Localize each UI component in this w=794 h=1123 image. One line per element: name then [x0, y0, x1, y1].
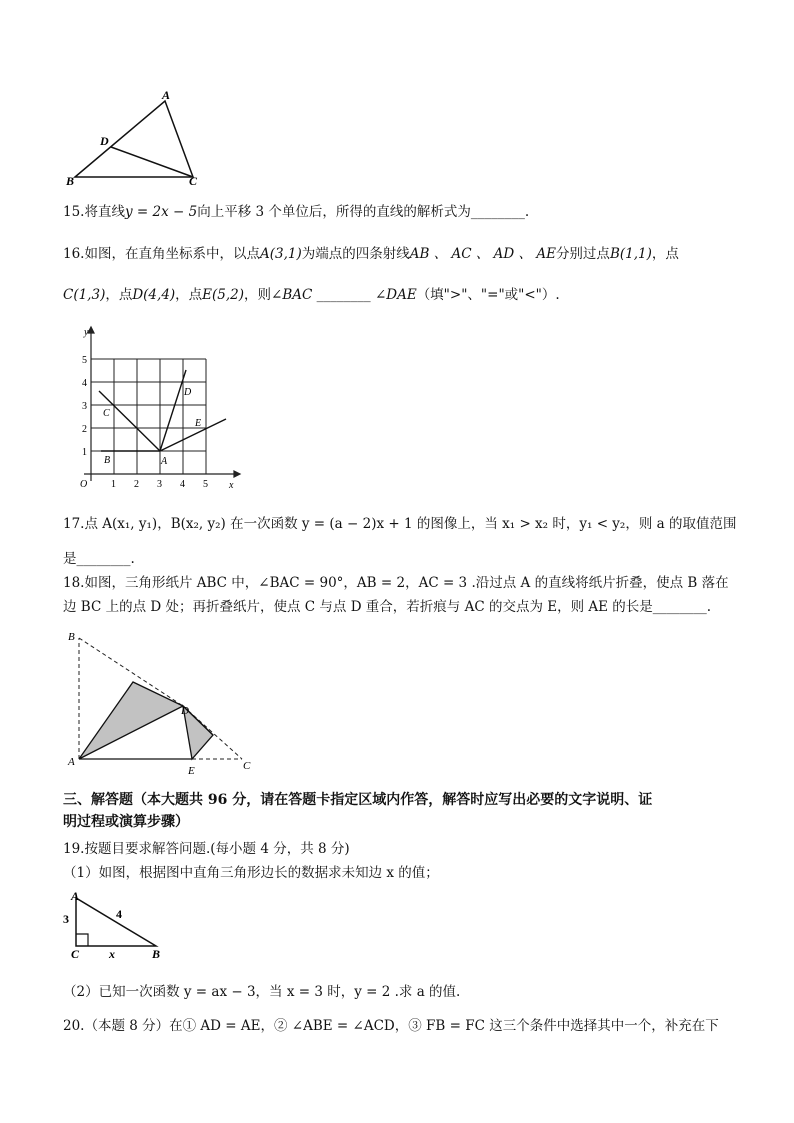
- origin-label: O: [80, 479, 88, 490]
- q16-point-e: E(5,2): [202, 287, 245, 303]
- x-tick-5: 5: [203, 479, 208, 490]
- question-20-line-1: 20.（本题 8 分）在① AD = AE，② ∠ABE = ∠ACD，③ FB = FC 这三个条件中选择其中一个，补充在下: [63, 1018, 719, 1034]
- q16-angle-bac: ∠BAC: [271, 287, 313, 303]
- y-tick-4: 4: [82, 378, 87, 389]
- segment-dc: [111, 147, 193, 177]
- y-tick-5: 5: [82, 355, 87, 366]
- label-side-3: 3: [63, 912, 69, 926]
- x-tick-1: 1: [111, 479, 116, 490]
- q16-text-2d: （填">"、"="或"<"）.: [416, 287, 560, 303]
- label-e: E: [188, 765, 195, 777]
- q16-point-d: D(4,4): [132, 287, 176, 303]
- triangle-abc: [75, 101, 193, 177]
- figure-folded-triangle: [66, 628, 266, 778]
- y-axis-arrow: [88, 327, 94, 333]
- question-17-line-1: 17.点 A(x₁, y₁)，B(x₂, y₂) 在一次函数 y = (a − 2)x + 1 的图像上，当 x₁ > x₂ 时，y₁ < y₂，则 a 的取值范围: [63, 516, 737, 532]
- label-side-4: 4: [116, 907, 122, 921]
- q15-number: 15.: [63, 204, 85, 220]
- q15-text-post: 向上平移 3 个单位后，所得的直线的解析式为________.: [197, 204, 530, 220]
- label-b: B: [152, 947, 161, 961]
- x-tick-3: 3: [157, 479, 162, 490]
- q16-text-2a: ，点: [105, 287, 133, 303]
- q16-answer-blank: ________: [312, 287, 375, 303]
- q16-text-1d: ，点: [651, 246, 679, 262]
- x-axis-arrow: [234, 471, 240, 477]
- label-a: A: [162, 88, 171, 102]
- figure-coordinate-grid: [74, 325, 244, 495]
- q16-text-2c: ，则: [244, 287, 272, 303]
- question-15: [63, 203, 529, 221]
- question-16-line-1: [63, 245, 679, 263]
- section-3-heading-line-2: 明过程或演算步骤）: [63, 814, 189, 830]
- label-b: B: [66, 174, 75, 188]
- label-a: A: [71, 889, 80, 903]
- question-19-part-1: （1）如图，根据图中直角三角形边长的数据求未知边 x 的值；: [63, 865, 439, 881]
- q16-angle-dae: ∠DAE: [374, 287, 417, 303]
- y-tick-1: 1: [82, 447, 87, 458]
- q16-rays: AB 、 AC 、 AD 、 AE: [409, 246, 556, 262]
- q15-text-pre: 将直线: [84, 204, 125, 220]
- label-d: D: [181, 705, 189, 717]
- q15-expression: y = 2x − 5: [124, 204, 198, 220]
- q16-point-b: B(1,1): [609, 246, 652, 262]
- right-angle-mark: [76, 934, 88, 946]
- q16-point-a: A(3,1): [259, 246, 302, 262]
- question-18-line-2: 边 BC 上的点 D 处；再折叠纸片，使点 C 与点 D 重合，若折痕与 AC 的交点为 E，则 AE 的长是________.: [63, 599, 712, 615]
- q16-text-1a: 16.如图，在直角坐标系中，以点: [63, 246, 260, 262]
- point-label-e: E: [195, 418, 202, 429]
- label-c: C: [189, 174, 198, 188]
- point-label-a: A: [161, 456, 168, 467]
- section-3-heading-line-1: 三、解答题（本大题共 96 分，请在答题卡指定区域内作答，解答时应写出必要的文字说明、证: [63, 792, 653, 808]
- q16-point-c: C(1,3): [63, 287, 106, 303]
- y-tick-3: 3: [82, 401, 87, 412]
- label-a: A: [68, 756, 75, 768]
- point-label-d: D: [184, 387, 192, 398]
- label-b: B: [68, 631, 75, 643]
- point-label-b: B: [104, 455, 111, 466]
- point-label-c: C: [103, 408, 110, 419]
- question-19-part-2: （2）已知一次函数 y = ax − 3，当 x = 3 时，y = 2 .求 a 的值.: [63, 984, 461, 1000]
- q16-text-1b: 为端点的四条射线: [301, 246, 410, 262]
- figure-triangle-abc-d: [60, 88, 220, 188]
- x-axis-label: x: [229, 480, 234, 491]
- figure-right-triangle: [60, 888, 180, 963]
- question-18-line-1: 18.如图，三角形纸片 ABC 中，∠BAC = 90°，AB = 2，AC = 3 .沿过点 A 的直线将纸片折叠，使点 B 落在: [63, 575, 729, 591]
- question-17-line-2: 是________.: [63, 551, 135, 567]
- question-19-title: 19.按题目要求解答问题.(每小题 4 分，共 8 分): [63, 841, 350, 857]
- label-c: C: [243, 760, 251, 772]
- x-tick-4: 4: [180, 479, 185, 490]
- q16-text-1c: 分别过点: [555, 246, 610, 262]
- ray-ac: [99, 391, 160, 451]
- q16-text-2b: ，点: [175, 287, 203, 303]
- label-x: x: [109, 947, 115, 961]
- label-c: C: [71, 947, 80, 961]
- y-tick-2: 2: [82, 424, 87, 435]
- ray-ae: [160, 419, 226, 451]
- y-axis-label: y: [84, 327, 89, 338]
- label-d: D: [100, 134, 109, 148]
- question-16-line-2: [63, 286, 560, 304]
- folded-region-b: [79, 682, 183, 759]
- x-tick-2: 2: [134, 479, 139, 490]
